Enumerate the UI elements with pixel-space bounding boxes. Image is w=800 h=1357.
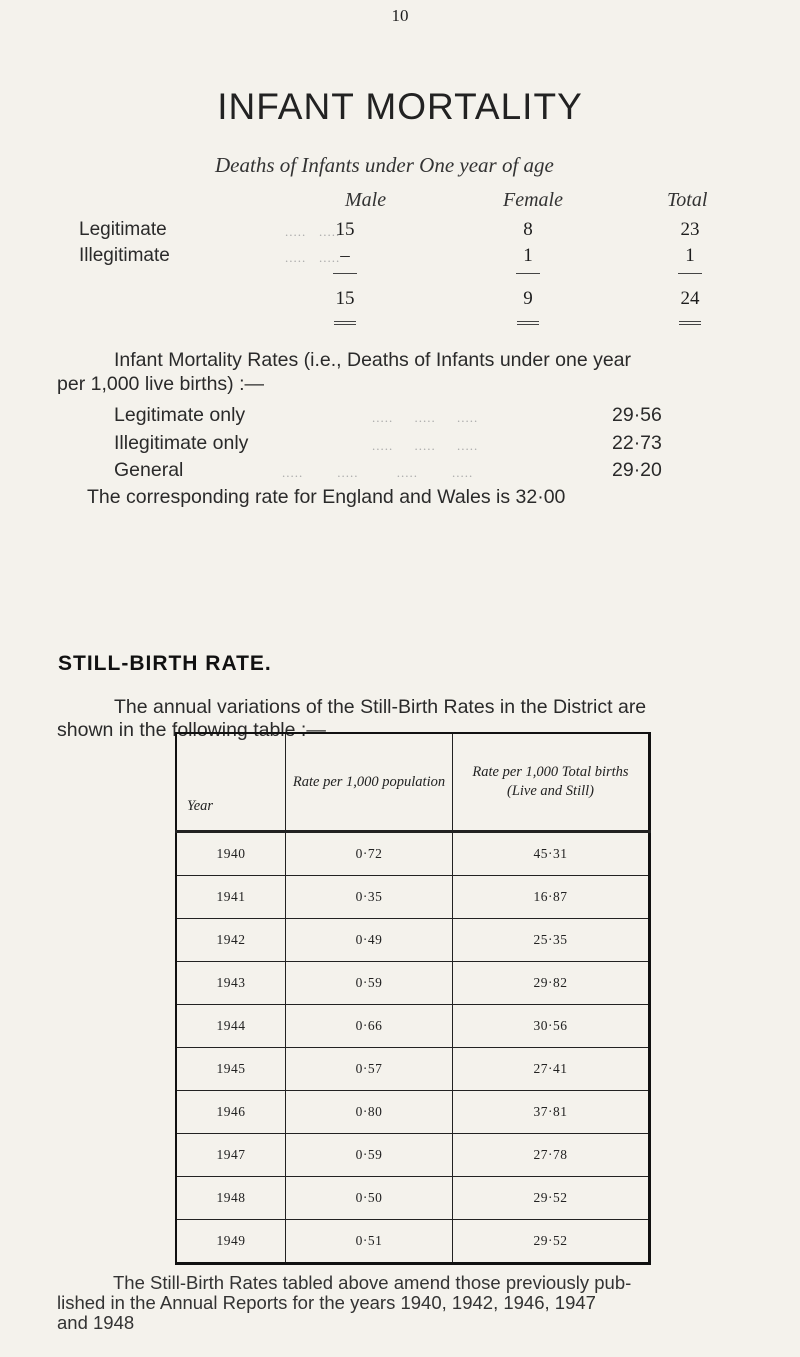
- total-total: 24: [680, 288, 700, 309]
- legit-total: 23: [680, 219, 700, 240]
- cell-year: 1947: [176, 1134, 286, 1177]
- england-wales-rate: The corresponding rate for England and Wales is 32·00: [87, 486, 566, 508]
- sum-rule: [678, 273, 702, 274]
- stillbirth-footnote: [57, 1273, 757, 1333]
- total-female: 9: [523, 288, 533, 309]
- table-row: [176, 1091, 650, 1134]
- footnote-line1: The Still-Birth Rates tabled above amend those previously pub-: [113, 1272, 632, 1293]
- footnote-line2: lished in the Annual Reports for the years 1940, 1942, 1946, 1947: [57, 1292, 596, 1313]
- sum-rule: [516, 273, 540, 274]
- table-row: [176, 1177, 650, 1220]
- rate-label-illegitimate: Illegitimate only: [114, 432, 249, 454]
- cell-rate-births: 29·52: [453, 1220, 650, 1264]
- table-row: [176, 1005, 650, 1048]
- double-rule: [517, 321, 539, 325]
- cell-year: 1944: [176, 1005, 286, 1048]
- cell-rate-population: 0·66: [286, 1005, 453, 1048]
- col-head-total: Total: [667, 189, 708, 211]
- stillbirth-heading: STILL-BIRTH RATE.: [58, 652, 272, 675]
- double-rule: [334, 321, 356, 325]
- row-label-legitimate: Legitimate: [79, 219, 167, 240]
- header-rate-births: Rate per 1,000 Total births (Live and Still): [453, 733, 650, 832]
- rate-value-illegitimate: 22·73: [612, 432, 662, 454]
- cell-year: 1940: [176, 832, 286, 876]
- cell-rate-births: 16·87: [453, 876, 650, 919]
- sum-rule: [333, 273, 357, 274]
- legit-female: 8: [523, 219, 533, 240]
- row-label-illegitimate: Illegitimate: [79, 245, 170, 266]
- legit-male: 15: [335, 219, 355, 240]
- illegit-female: 1: [523, 245, 533, 266]
- cell-rate-population: 0·57: [286, 1048, 453, 1091]
- rates-intro-line2: per 1,000 live births) :—: [57, 373, 265, 395]
- cell-rate-births: 29·52: [453, 1177, 650, 1220]
- cell-year: 1942: [176, 919, 286, 962]
- cell-rate-population: 0·50: [286, 1177, 453, 1220]
- cell-year: 1941: [176, 876, 286, 919]
- table-row: [176, 1220, 650, 1264]
- table-row: [176, 1048, 650, 1091]
- table-header-row: [176, 733, 650, 832]
- cell-rate-births: 29·82: [453, 962, 650, 1005]
- illegit-male: –: [340, 245, 350, 266]
- stillbirth-table: [175, 732, 651, 1265]
- cell-rate-population: 0·49: [286, 919, 453, 962]
- cell-rate-births: 45·31: [453, 832, 650, 876]
- table-row: [176, 962, 650, 1005]
- cell-rate-population: 0·51: [286, 1220, 453, 1264]
- table-row: [176, 919, 650, 962]
- rate-label-general: General: [114, 459, 184, 481]
- total-male: 15: [335, 288, 355, 309]
- leader-dots: ..... ..... .....: [372, 438, 479, 453]
- header-year: Year: [176, 733, 286, 832]
- cell-rate-population: 0·35: [286, 876, 453, 919]
- stillbirth-intro-line1: The annual variations of the Still-Birth Rates in the District are: [114, 696, 647, 718]
- deaths-subtitle: Deaths of Infants under One year of age: [215, 153, 554, 177]
- cell-rate-births: 27·41: [453, 1048, 650, 1091]
- footnote-line3: and 1948: [57, 1312, 135, 1333]
- leader-dots: ..... .....: [285, 224, 341, 239]
- table-row: [176, 832, 650, 876]
- rate-value-legitimate: 29·56: [612, 404, 662, 426]
- rates-intro-line1: Infant Mortality Rates (i.e., Deaths of Infants under one year: [114, 349, 632, 371]
- cell-rate-population: 0·72: [286, 832, 453, 876]
- header-rate-population: Rate per 1,000 population: [286, 733, 453, 832]
- col-head-female: Female: [503, 189, 563, 211]
- cell-year: 1948: [176, 1177, 286, 1220]
- cell-year: 1946: [176, 1091, 286, 1134]
- cell-rate-population: 0·59: [286, 962, 453, 1005]
- cell-rate-births: 30·56: [453, 1005, 650, 1048]
- page-title: INFANT MORTALITY: [217, 86, 583, 127]
- cell-year: 1949: [176, 1220, 286, 1264]
- cell-year: 1945: [176, 1048, 286, 1091]
- illegit-total: 1: [685, 245, 695, 266]
- stillbirth-intro-line2: shown in the following table :—: [57, 719, 326, 741]
- double-rule: [679, 321, 701, 325]
- cell-rate-population: 0·80: [286, 1091, 453, 1134]
- col-head-male: Male: [345, 189, 387, 211]
- leader-dots: ..... .....: [285, 250, 341, 265]
- table-row: [176, 876, 650, 919]
- page-number: 10: [391, 6, 409, 25]
- cell-rate-births: 27·78: [453, 1134, 650, 1177]
- cell-rate-births: 37·81: [453, 1091, 650, 1134]
- leader-dots: ..... ..... ..... .....: [282, 465, 474, 480]
- rate-value-general: 29·20: [612, 459, 662, 481]
- leader-dots: ..... ..... .....: [372, 410, 479, 425]
- cell-rate-population: 0·59: [286, 1134, 453, 1177]
- cell-rate-births: 25·35: [453, 919, 650, 962]
- rate-label-legitimate: Legitimate only: [114, 404, 246, 426]
- cell-year: 1943: [176, 962, 286, 1005]
- table-row: [176, 1134, 650, 1177]
